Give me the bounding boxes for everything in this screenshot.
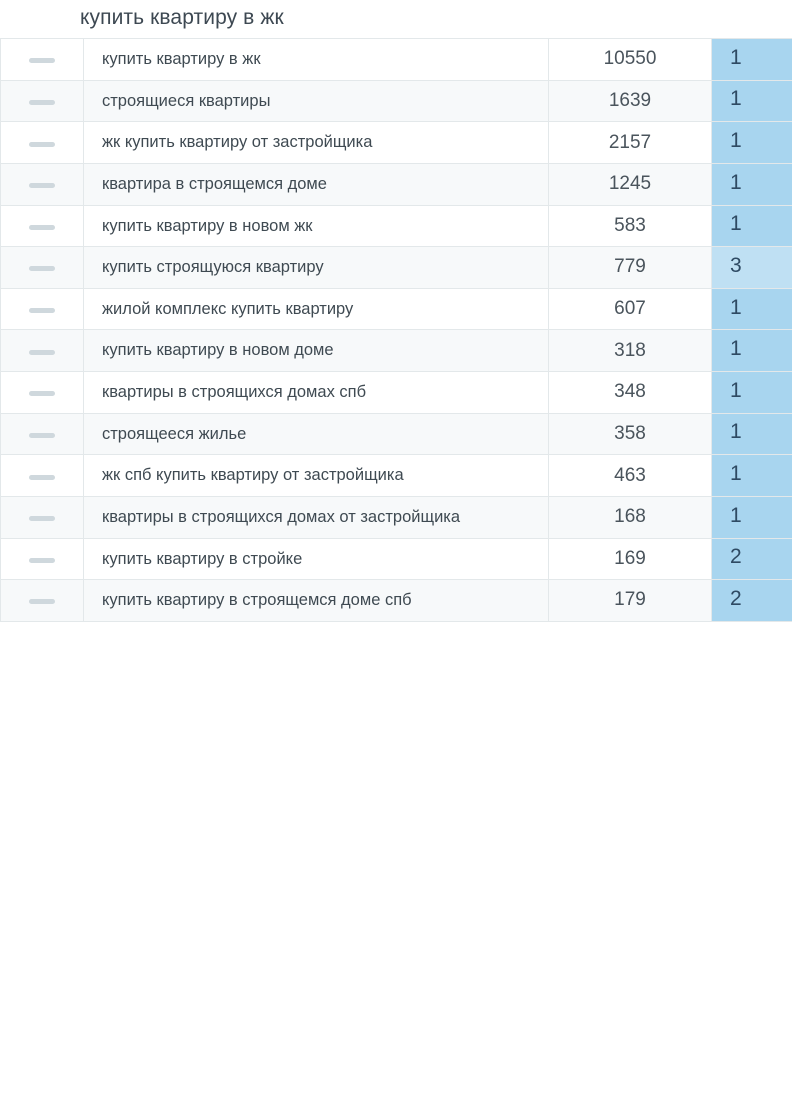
keyword-position-value: 1 bbox=[730, 45, 742, 69]
keyword-position-value: 1 bbox=[730, 420, 742, 444]
table-row[interactable] bbox=[1, 330, 792, 372]
row-marker-cell[interactable] bbox=[1, 538, 84, 580]
keyword-phrase[interactable]: купить квартиру в жк bbox=[84, 39, 549, 81]
keyword-phrase[interactable]: купить строящуюся квартиру bbox=[84, 247, 549, 289]
keyword-count: 179 bbox=[549, 580, 712, 622]
keyword-count: 318 bbox=[549, 330, 712, 372]
row-marker-cell[interactable] bbox=[1, 413, 84, 455]
dash-icon bbox=[29, 183, 55, 188]
keyword-count: 169 bbox=[549, 538, 712, 580]
keyword-count: 583 bbox=[549, 205, 712, 247]
keyword-phrase[interactable]: жк купить квартиру от застройщика bbox=[84, 122, 549, 164]
keyword-count: 348 bbox=[549, 372, 712, 414]
dash-icon bbox=[29, 100, 55, 105]
table-row[interactable] bbox=[1, 455, 792, 497]
dash-icon bbox=[29, 350, 55, 355]
dash-icon bbox=[29, 58, 55, 63]
row-marker-cell[interactable] bbox=[1, 39, 84, 81]
keyword-position-value: 1 bbox=[730, 503, 742, 527]
keyword-count: 1245 bbox=[549, 163, 712, 205]
table-row[interactable] bbox=[1, 372, 792, 414]
keyword-position bbox=[712, 163, 792, 205]
keyword-position-value: 1 bbox=[730, 212, 742, 236]
keyword-position bbox=[712, 496, 792, 538]
dash-icon bbox=[29, 142, 55, 147]
keyword-phrase[interactable]: купить квартиру в новом доме bbox=[84, 330, 549, 372]
keyword-position-value: 2 bbox=[730, 586, 742, 610]
keyword-count: 463 bbox=[549, 455, 712, 497]
dash-icon bbox=[29, 391, 55, 396]
keyword-position-value: 2 bbox=[730, 545, 742, 569]
keywords-table bbox=[0, 38, 792, 622]
row-marker-cell[interactable] bbox=[1, 372, 84, 414]
keyword-phrase[interactable]: строящееся жилье bbox=[84, 413, 549, 455]
row-marker-cell[interactable] bbox=[1, 580, 84, 622]
table-row[interactable] bbox=[1, 496, 792, 538]
keyword-position bbox=[712, 80, 792, 122]
table-row[interactable] bbox=[1, 122, 792, 164]
keyword-phrase[interactable]: квартиры в строящихся домах от застройщика bbox=[84, 496, 549, 538]
keywords-table-body bbox=[1, 39, 792, 622]
keyword-position-value: 1 bbox=[730, 337, 742, 361]
keyword-phrase[interactable]: квартиры в строящихся домах спб bbox=[84, 372, 549, 414]
table-row[interactable] bbox=[1, 163, 792, 205]
keyword-position-value: 3 bbox=[730, 253, 742, 277]
keyword-position-value: 1 bbox=[730, 295, 742, 319]
keyword-position-value: 1 bbox=[730, 378, 742, 402]
keyword-phrase[interactable]: купить квартиру в новом жк bbox=[84, 205, 549, 247]
keyword-phrase[interactable]: купить квартиру в строящемся доме спб bbox=[84, 580, 549, 622]
keyword-position bbox=[712, 122, 792, 164]
keyword-count: 607 bbox=[549, 288, 712, 330]
keyword-position bbox=[712, 455, 792, 497]
keyword-position bbox=[712, 247, 792, 289]
keyword-count: 168 bbox=[549, 496, 712, 538]
keyword-position-value: 1 bbox=[730, 87, 742, 111]
keyword-count: 779 bbox=[549, 247, 712, 289]
keyword-phrase[interactable]: квартира в строящемся доме bbox=[84, 163, 549, 205]
keyword-position-value: 1 bbox=[730, 170, 742, 194]
keyword-phrase[interactable]: строящиеся квартиры bbox=[84, 80, 549, 122]
table-row[interactable] bbox=[1, 413, 792, 455]
keyword-phrase[interactable]: жк спб купить квартиру от застройщика bbox=[84, 455, 549, 497]
row-marker-cell[interactable] bbox=[1, 288, 84, 330]
row-marker-cell[interactable] bbox=[1, 163, 84, 205]
dash-icon bbox=[29, 433, 55, 438]
dash-icon bbox=[29, 475, 55, 480]
keyword-position-value: 1 bbox=[730, 462, 742, 486]
dash-icon bbox=[29, 558, 55, 563]
keyword-position bbox=[712, 580, 792, 622]
table-row[interactable] bbox=[1, 205, 792, 247]
keyword-count: 1639 bbox=[549, 80, 712, 122]
dash-icon bbox=[29, 308, 55, 313]
row-marker-cell[interactable] bbox=[1, 205, 84, 247]
keyword-position bbox=[712, 372, 792, 414]
row-marker-cell[interactable] bbox=[1, 247, 84, 289]
table-row[interactable] bbox=[1, 80, 792, 122]
dash-icon bbox=[29, 266, 55, 271]
table-row[interactable] bbox=[1, 580, 792, 622]
keyword-position bbox=[712, 538, 792, 580]
keyword-position bbox=[712, 205, 792, 247]
row-marker-cell[interactable] bbox=[1, 455, 84, 497]
keyword-position bbox=[712, 413, 792, 455]
keyword-position bbox=[712, 330, 792, 372]
keyword-position bbox=[712, 39, 792, 81]
row-marker-cell[interactable] bbox=[1, 80, 84, 122]
dash-icon bbox=[29, 599, 55, 604]
table-row[interactable] bbox=[1, 288, 792, 330]
keyword-count: 10550 bbox=[549, 39, 712, 81]
row-marker-cell[interactable] bbox=[1, 122, 84, 164]
keyword-phrase[interactable]: жилой комплекс купить квартиру bbox=[84, 288, 549, 330]
row-marker-cell[interactable] bbox=[1, 496, 84, 538]
table-row[interactable] bbox=[1, 247, 792, 289]
table-row[interactable] bbox=[1, 39, 792, 81]
keyword-count: 358 bbox=[549, 413, 712, 455]
row-marker-cell[interactable] bbox=[1, 330, 84, 372]
page-title: купить квартиру в жк bbox=[80, 6, 284, 29]
dash-icon bbox=[29, 516, 55, 521]
keyword-position bbox=[712, 288, 792, 330]
table-row[interactable] bbox=[1, 538, 792, 580]
keyword-position-value: 1 bbox=[730, 129, 742, 153]
keyword-count: 2157 bbox=[549, 122, 712, 164]
keyword-phrase[interactable]: купить квартиру в стройке bbox=[84, 538, 549, 580]
dash-icon bbox=[29, 225, 55, 230]
